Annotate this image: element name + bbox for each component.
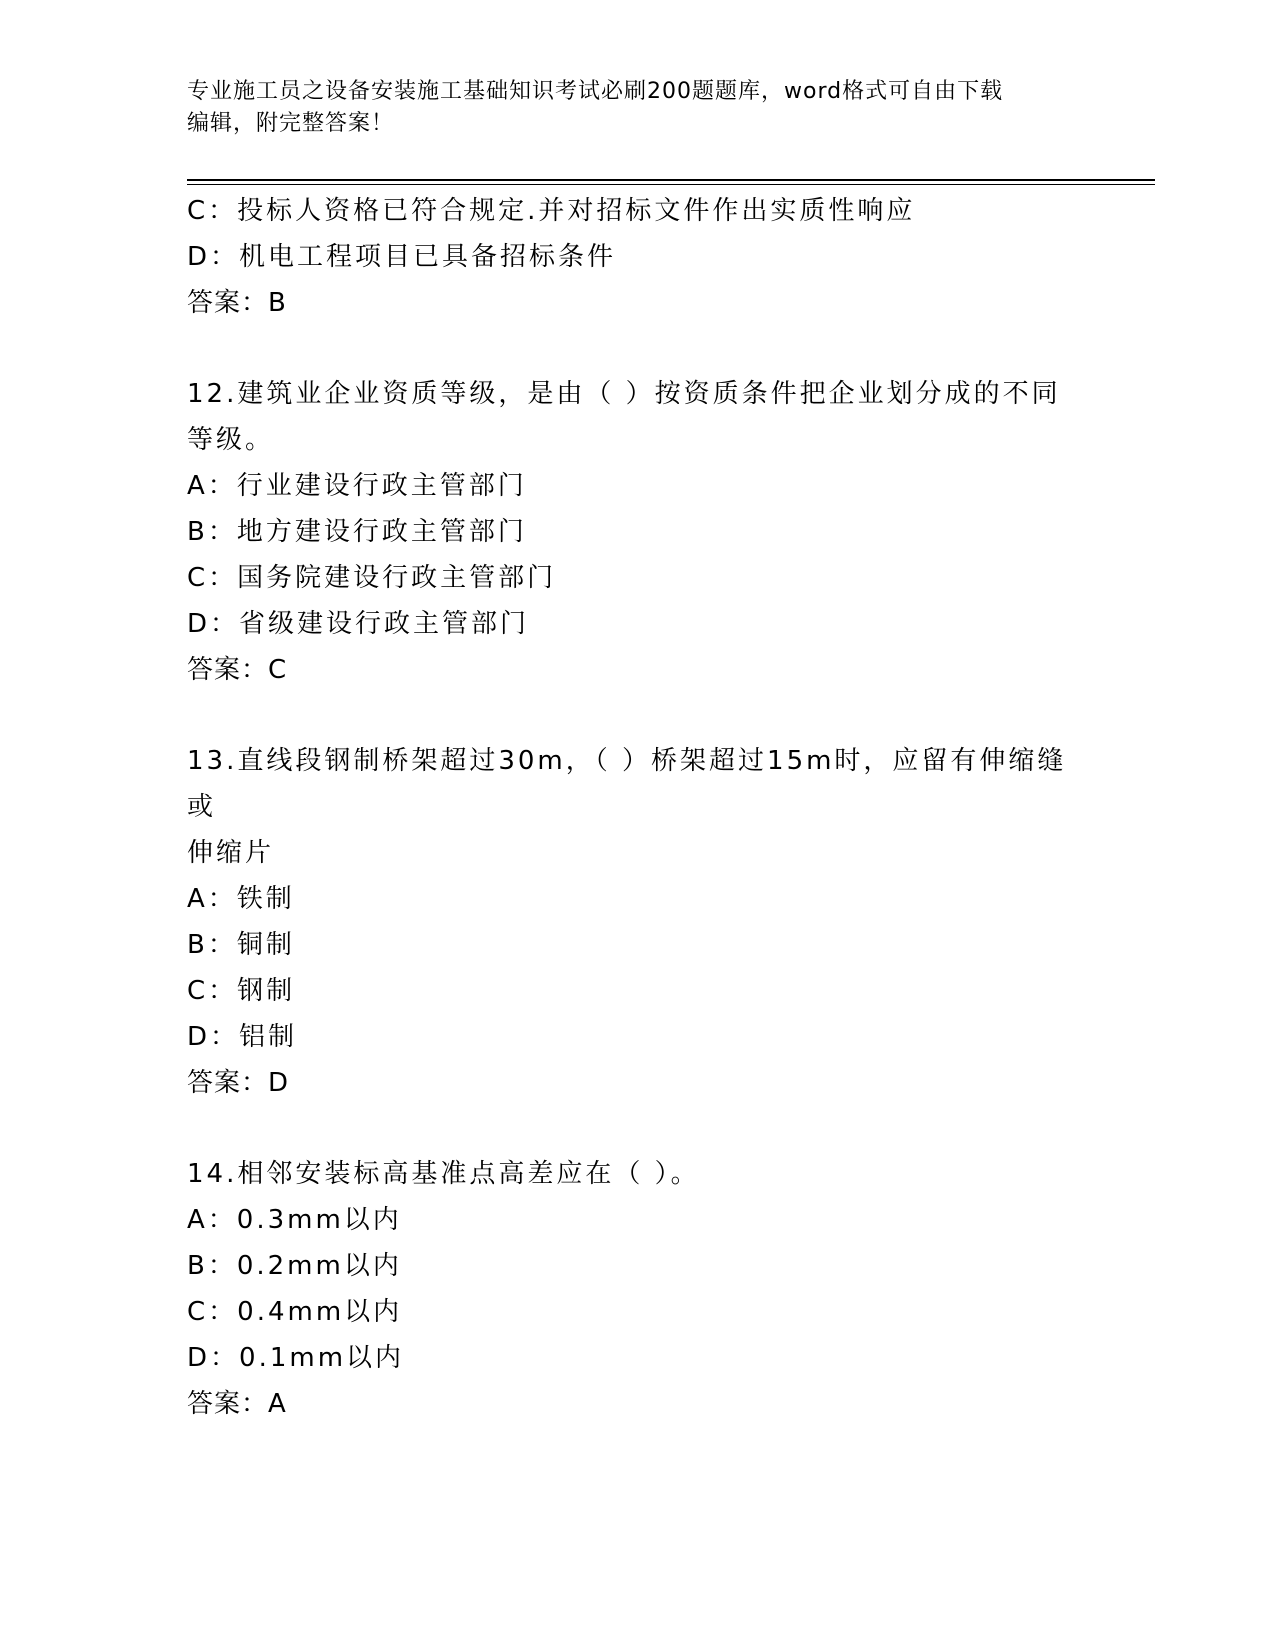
questions-content (187, 188, 1087, 1427)
option-c: C：0.4mm以内 (187, 1297, 403, 1327)
spacer (187, 693, 1087, 738)
page-header: 专业施工员之设备安装施工基础知识考试必刷200题题库，word格式可自由下载 编辑，附完整答案！ (187, 79, 1004, 136)
option-d: D：省级建设行政主管部门 (187, 609, 530, 639)
option-a: A：铁制 (187, 884, 295, 914)
option-b: B：0.2mm以内 (187, 1251, 402, 1281)
option-c: C：投标人资格已符合规定.并对招标文件作出实质性响应 (187, 196, 916, 226)
option-d: D：机电工程项目已具备招标条件 (187, 242, 617, 272)
question-stem: 12.建筑业企业资质等级，是由（ ）按资质条件把企业划分成的不同 等级。 (187, 379, 1061, 455)
question-11-tail (187, 188, 1087, 326)
header-rule-thin (187, 184, 1155, 185)
answer-line: 答案：B (187, 288, 287, 318)
answer-line: 答案：D (187, 1068, 290, 1098)
option-b: B：地方建设行政主管部门 (187, 517, 527, 547)
question-13 (187, 738, 1087, 1106)
answer-line: 答案：C (187, 655, 288, 685)
question-stem: 14.相邻安装标高基准点高差应在（ ）。 (187, 1159, 700, 1189)
question-12 (187, 371, 1087, 693)
header-rule-thick (187, 179, 1155, 181)
option-c: C：国务院建设行政主管部门 (187, 563, 557, 593)
option-a: A：0.3mm以内 (187, 1205, 402, 1235)
option-c: C：钢制 (187, 976, 296, 1006)
answer-line: 答案：A (187, 1389, 287, 1419)
question-14 (187, 1151, 1087, 1427)
question-stem: 13.直线段钢制桥架超过30m，（ ）桥架超过15m时，应留有伸缩缝或 伸缩片 (187, 746, 1067, 868)
option-d: D：0.1mm以内 (187, 1343, 405, 1373)
spacer (187, 326, 1087, 371)
option-a: A：行业建设行政主管部门 (187, 471, 527, 501)
option-b: B：铜制 (187, 930, 295, 960)
option-d: D：铝制 (187, 1022, 298, 1052)
spacer (187, 1106, 1087, 1151)
